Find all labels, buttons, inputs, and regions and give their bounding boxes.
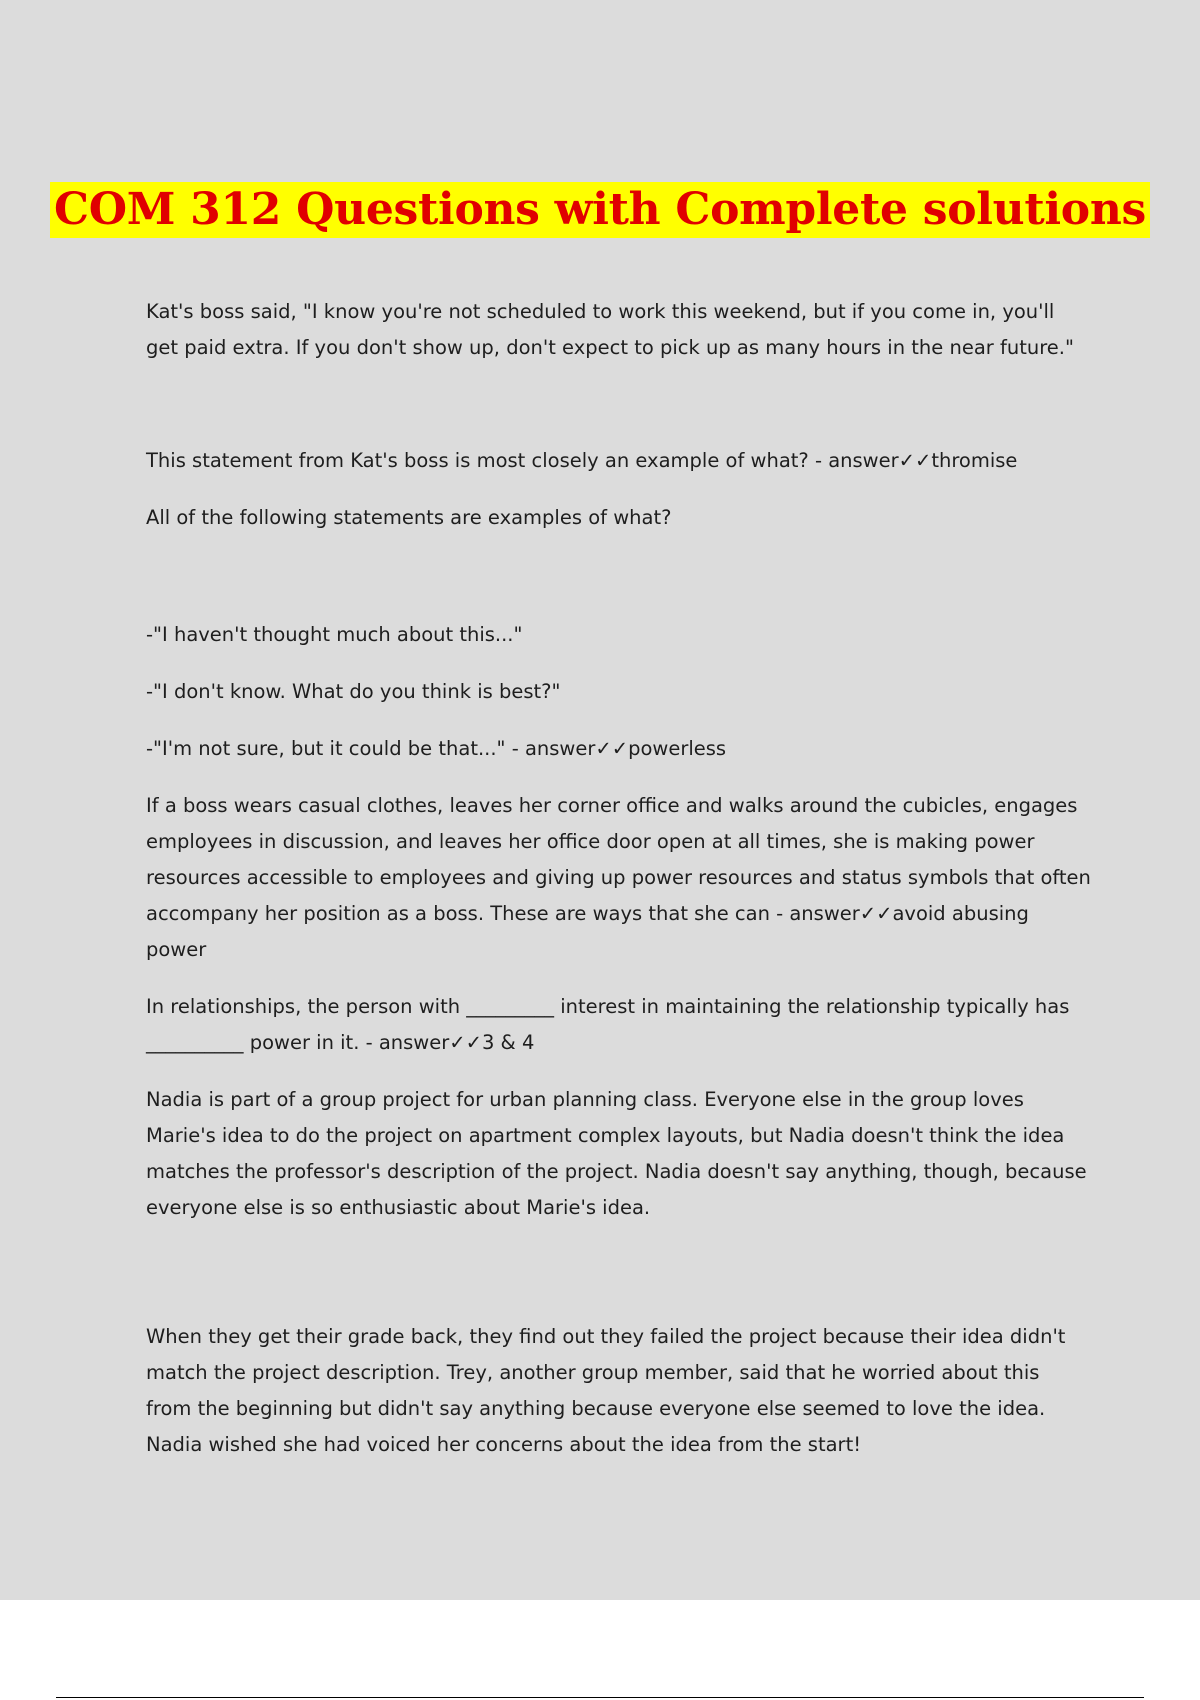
paragraph-quote-3-answer: -"I'm not sure, but it could be that..." - answer✓✓powerless bbox=[146, 737, 727, 760]
paragraph-spacer bbox=[146, 387, 1091, 443]
paragraph-spacer bbox=[146, 557, 1091, 617]
paragraph-kat-boss-quote: Kat's boss said, "I know you're not scheduled to work this weekend, but if you come in, you'll get paid extra. If you don't show up, don't expect to pick up as many hours in the near future." bbox=[146, 300, 1074, 359]
paragraph-boss-casual: If a boss wears casual clothes, leaves her corner office and walks around the cubicles, engages employees in discussion, and leaves her office door open at all times, she is making power resources accessible to employees and giving up power resources and status symbols that often accompany her position as a boss. These are ways that she can - answer✓✓avoid abusing power bbox=[146, 794, 1091, 961]
document-body bbox=[146, 294, 1091, 1484]
paragraph-spacer bbox=[146, 1247, 1091, 1319]
footer-divider bbox=[56, 1697, 1144, 1698]
document-title: COM 312 Questions with Complete solutions bbox=[50, 182, 1150, 238]
paragraph-nadia-project: Nadia is part of a group project for urban planning class. Everyone else in the group loves Marie's idea to do the project on apartment complex layouts, but Nadia doesn't think the idea matches the professor's description of the project. Nadia doesn't say anything, though, because everyone else is so enthusiastic about Marie's idea. bbox=[146, 1088, 1087, 1219]
paragraph-quote-2: -"I don't know. What do you think is best?" bbox=[146, 680, 561, 703]
paragraph-grade-result: When they get their grade back, they find out they failed the project because their idea didn't match the project description. Trey, another group member, said that he worried about this from the beginning but didn't say anything because everyone else seemed to love the idea. Nadia wished she had voiced her concerns about the idea from the start! bbox=[146, 1325, 1066, 1456]
paragraph-relationship-interest: In relationships, the person with _________ interest in maintaining the relationship typically has __________ power in it. - answer✓✓3 & 4 bbox=[146, 995, 1070, 1054]
paragraph-question-2: All of the following statements are examples of what? bbox=[146, 506, 672, 529]
title-container bbox=[0, 182, 1200, 238]
paragraph-question-1: This statement from Kat's boss is most closely an example of what? - answer✓✓thromise bbox=[146, 449, 1018, 472]
paragraph-quote-1: -"I haven't thought much about this..." bbox=[146, 623, 523, 646]
